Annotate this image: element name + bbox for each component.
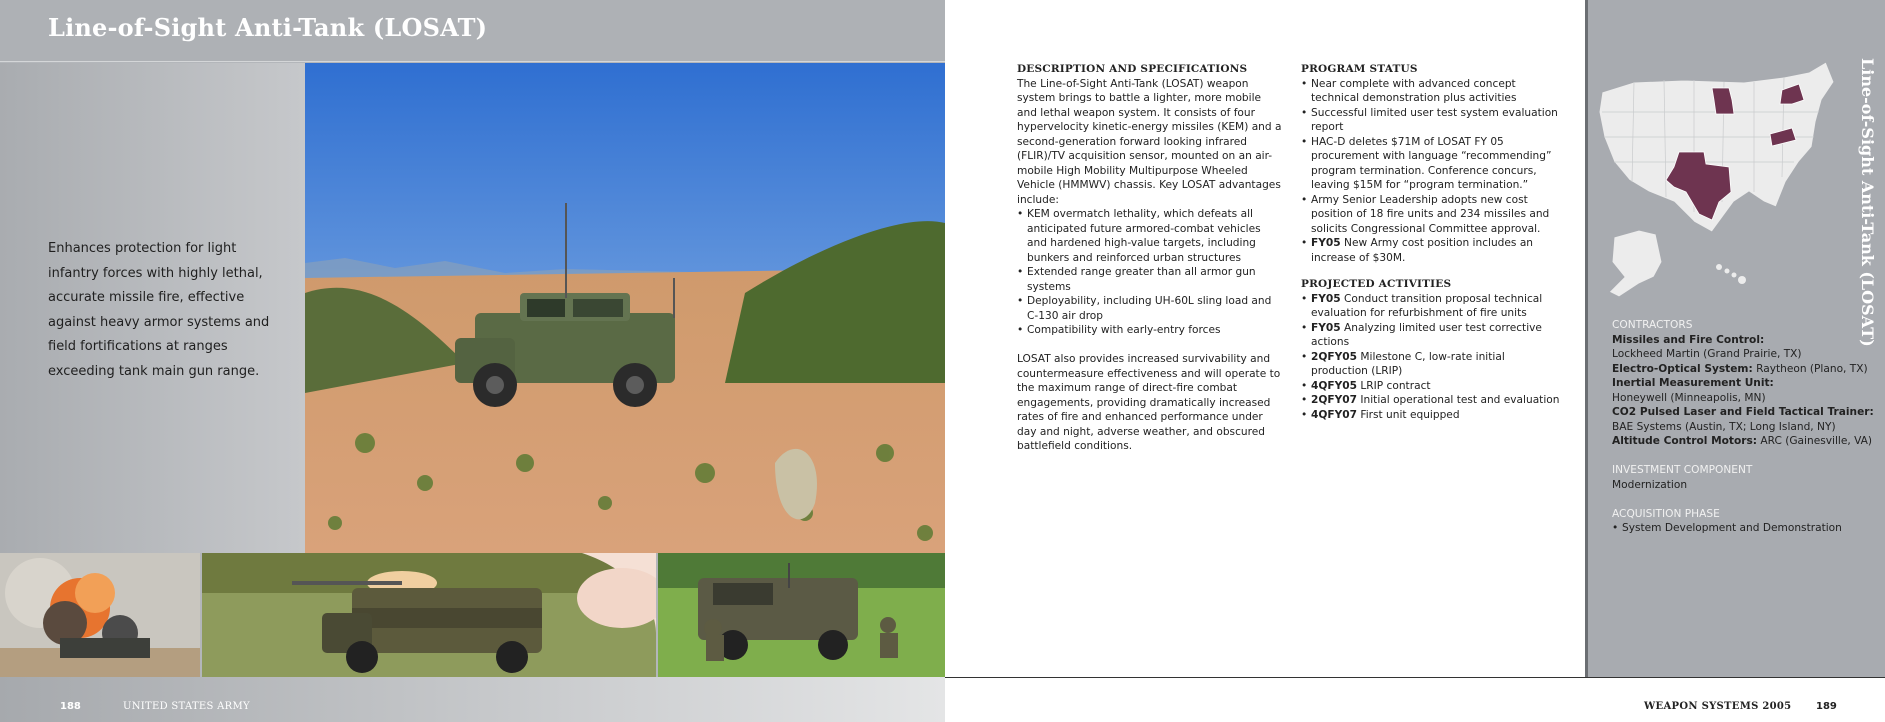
projected-activities-heading: PROJECTED ACTIVITIES bbox=[1301, 278, 1452, 290]
list-item bbox=[1301, 393, 1561, 408]
contractor-role: Inertial Measurement Unit: bbox=[1612, 377, 1774, 389]
map-alaska bbox=[1609, 230, 1662, 297]
contractor-name: Lockheed Martin (Grand Prairie, TX) bbox=[1612, 348, 1802, 360]
status-column bbox=[1301, 62, 1561, 422]
description-paragraph-1: The Line-of-Sight Anti-Tank (LOSAT) weapon system brings to battle a lighter, more mobile and lethal weapon system. It consists of four hypervelocity kinetic-energy missiles (KEM) and a second-generation forward looking infrared (FLIR)/TV acquisition sensor, mounted on an air-mobile High Mobility Multipurpose Wheeled Vehicle (HMMWV) chassis. Key LOSAT advantages include: bbox=[1017, 77, 1282, 206]
list-item: • Extended range greater than all armor gun systems bbox=[1017, 265, 1282, 294]
item-text: HAC-D deletes $71M of LOSAT FY 05 procurement with language “recommending” program termination. Conference concurs, leaving $15M for “program termination.” bbox=[1311, 135, 1552, 191]
item-keyword: 4QFY05 bbox=[1311, 379, 1358, 392]
contractor-entry bbox=[1612, 376, 1882, 405]
us-map bbox=[1594, 52, 1844, 304]
investment-value: Modernization bbox=[1612, 478, 1688, 491]
item-keyword: 4QFY07 bbox=[1311, 408, 1358, 421]
contractor-entry bbox=[1612, 405, 1882, 434]
list-item bbox=[1301, 77, 1561, 106]
list-item bbox=[1301, 106, 1561, 135]
item-text: Milestone C, low-rate initial production (LRIP) bbox=[1311, 350, 1505, 377]
contractors-heading: CONTRACTORS bbox=[1612, 319, 1693, 331]
item-keyword: FY05 bbox=[1311, 292, 1341, 305]
list-item bbox=[1301, 379, 1561, 394]
contractor-role: Electro-Optical System: bbox=[1612, 362, 1753, 375]
item-text: LRIP contract bbox=[1357, 379, 1431, 392]
advantages-list bbox=[1017, 207, 1282, 338]
list-item bbox=[1301, 408, 1561, 423]
item-text: Initial operational test and evaluation bbox=[1357, 394, 1560, 406]
vertical-title bbox=[1855, 58, 1877, 347]
left-footer-label: UNITED STATES ARMY bbox=[123, 701, 250, 712]
description-heading: DESCRIPTION AND SPECIFICATIONS bbox=[1017, 63, 1248, 75]
item-keyword: FY05 bbox=[1311, 237, 1341, 249]
contractor-name: ARC (Gainesville, VA) bbox=[1757, 435, 1873, 447]
item-text: First unit equipped bbox=[1357, 408, 1460, 421]
list-item bbox=[1301, 236, 1561, 265]
photo-missile-firing bbox=[202, 553, 656, 677]
item-keyword: 2QFY07 bbox=[1311, 394, 1358, 406]
contractor-entry bbox=[1612, 362, 1882, 377]
map-hawaii bbox=[1716, 264, 1746, 284]
contractor-name: Honeywell (Minneapolis, MN) bbox=[1612, 391, 1766, 404]
left-page-number: 188 bbox=[60, 701, 81, 712]
list-item bbox=[1301, 321, 1561, 350]
list-item: • Deployability, including UH-60L sling load and C-130 air drop bbox=[1017, 294, 1282, 323]
right-footer-label: WEAPON SYSTEMS 2005 bbox=[1644, 701, 1792, 712]
item-text: New Army cost position includes an increase of $30M. bbox=[1311, 237, 1534, 264]
contractor-role: Missiles and Fire Control: bbox=[1612, 333, 1765, 346]
list-item bbox=[1301, 350, 1561, 379]
item-keyword: 2QFY05 bbox=[1311, 350, 1358, 363]
description-column bbox=[1017, 62, 1282, 454]
list-item bbox=[1301, 292, 1561, 321]
intro-text: Enhances protection for light infantry forces with highly lethal, accurate missile fire, effective against heavy armor systems and field fortifications at ranges exceeding tank main gun range. bbox=[48, 241, 270, 379]
main-photo-humvee-desert bbox=[305, 63, 945, 553]
contractor-role: CO2 Pulsed Laser and Field Tactical Trainer: bbox=[1612, 406, 1874, 418]
projected-activities-list bbox=[1301, 292, 1561, 423]
sidebar-info bbox=[1612, 318, 1882, 536]
contractor-role: Altitude Control Motors: bbox=[1612, 435, 1757, 447]
acquisition-phase-list bbox=[1612, 521, 1882, 536]
acquisition-phase-heading: ACQUISITION PHASE bbox=[1612, 507, 1720, 520]
investment-heading: INVESTMENT COMPONENT bbox=[1612, 464, 1753, 476]
list-item bbox=[1301, 193, 1561, 237]
photo-explosion bbox=[0, 553, 200, 677]
page-title: Line-of-Sight Anti-Tank (LOSAT) bbox=[48, 13, 488, 42]
item-text: Conduct transition proposal technical evaluation for refurbishment of fire units bbox=[1311, 292, 1543, 319]
item-text: Analyzing limited user test corrective actions bbox=[1311, 321, 1542, 348]
photo-soldiers-humvee bbox=[658, 553, 945, 677]
list-item bbox=[1301, 135, 1561, 193]
list-item: • KEM overmatch lethality, which defeats all anticipated future armored-combat vehicles and hardened high-value targets, including bunkers and reinforced urban structures bbox=[1017, 207, 1282, 265]
program-status-list bbox=[1301, 77, 1561, 266]
vertical-title-text: Line-of-Sight Anti-Tank (LOSAT) bbox=[1858, 58, 1877, 347]
program-status-heading: PROGRAM STATUS bbox=[1301, 63, 1418, 75]
contractor-entry bbox=[1612, 333, 1882, 362]
contractor-entry bbox=[1612, 434, 1882, 449]
contractor-name: BAE Systems (Austin, TX; Long Island, NY) bbox=[1612, 420, 1836, 433]
right-page-number: 189 bbox=[1816, 701, 1837, 712]
list-item: • System Development and Demonstration bbox=[1612, 521, 1882, 536]
item-text: Near complete with advanced concept technical demonstration plus activities bbox=[1311, 77, 1517, 104]
list-item: • Compatibility with early-entry forces bbox=[1017, 323, 1282, 338]
title-bar bbox=[0, 0, 945, 62]
description-paragraph-2: LOSAT also provides increased survivability and countermeasure effectiveness and will operate to the maximum range of direct-fire combat engagements, providing dramatically increased rates of fire and enhanced performance under day and night, adverse weather, and obscured battlefield conditions. bbox=[1017, 353, 1281, 452]
contractor-name: Raytheon (Plano, TX) bbox=[1752, 362, 1868, 375]
item-text: Army Senior Leadership adopts new cost position of 18 fire units and 234 missiles and solicits Congressional Committee approval. bbox=[1311, 193, 1550, 235]
item-text: Successful limited user test system evaluation report bbox=[1311, 106, 1558, 133]
item-keyword: FY05 bbox=[1311, 321, 1341, 334]
left-footer-bar bbox=[0, 677, 945, 722]
footer-rule bbox=[945, 677, 1885, 678]
